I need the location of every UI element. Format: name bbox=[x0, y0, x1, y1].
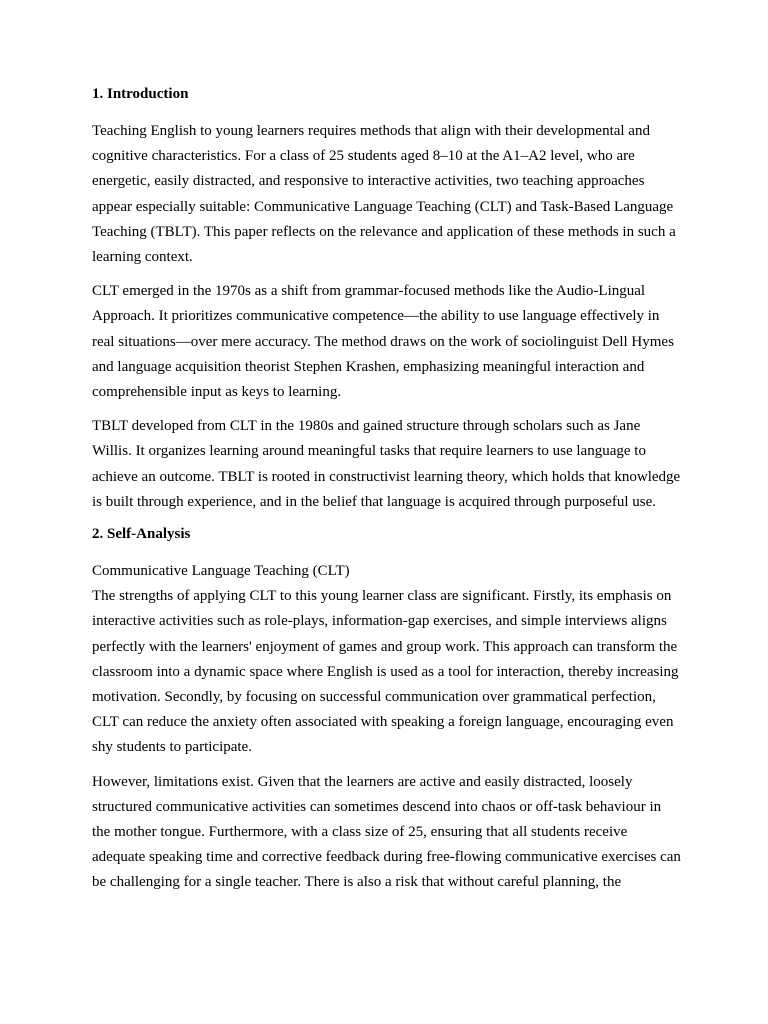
section-heading-introduction: 1. Introduction bbox=[92, 86, 189, 102]
analysis-paragraph-strengths: The strengths of applying CLT to this young learner class are significant. Firstly, its emphasis on interactive activities such as role-plays, information-gap exercises, and simple interviews aligns perfectly with the learners' enjoyment of games and group work. This approach can transform the classroom into a dynamic space where English is used as a tool for interaction, thereby increasing motivation. Secondly, by focusing on successful communication over grammatical perfection, CLT can reduce the anxiety often associated with speaking a foreign language, encouraging even shy students to participate. bbox=[92, 588, 679, 756]
analysis-paragraph-limitations: However, limitations exist. Given that the learners are active and easily distracted, loosely structured communicative activities can sometimes descend into chaos or off-task behaviour in the mother tongue. Furthermore, with a class size of 25, ensuring that all students receive adequate speaking time and corrective feedback during free-flowing communicative exercises can be challenging for a single teacher. There is also a risk that without careful planning, the bbox=[92, 773, 681, 891]
intro-paragraph-tblt: TBLT developed from CLT in the 1980s and gained structure through scholars such as Jane Willis. It organizes learning around meaningful tasks that require learners to use language to achieve an outcome. TBLT is rooted in constructivist learning theory, which holds that knowledge is built through experience, and in the belief that language is acquired through purposeful use. bbox=[92, 418, 681, 510]
intro-paragraph-clt: CLT emerged in the 1970s as a shift from grammar-focused methods like the Audio-Lingual Approach. It prioritizes communicative competence—the ability to use language effectively in real situations—over mere accuracy. The method draws on the work of sociolinguist Dell Hymes and language acquisition theorist Stephen Krashen, emphasizing meaningful interaction and comprehensible input as keys to learning. bbox=[92, 283, 674, 401]
subheading-clt: Communicative Language Teaching (CLT) bbox=[92, 563, 350, 580]
document-page bbox=[92, 84, 682, 905]
intro-paragraph-1: Teaching English to young learners requires methods that align with their developmental and cognitive characteristics. For a class of 25 students aged 8–10 at the A1–A2 level, who are energetic, easily distracted, and responsive to interactive activities, two teaching approaches appear especially suitable: Communicative Language Teaching (CLT) and Task-Based Language Teaching (TBLT). This paper reflects on the relevance and application of these methods in such a learning context. bbox=[92, 123, 676, 266]
section-heading-self-analysis: 2. Self-Analysis bbox=[92, 526, 191, 543]
